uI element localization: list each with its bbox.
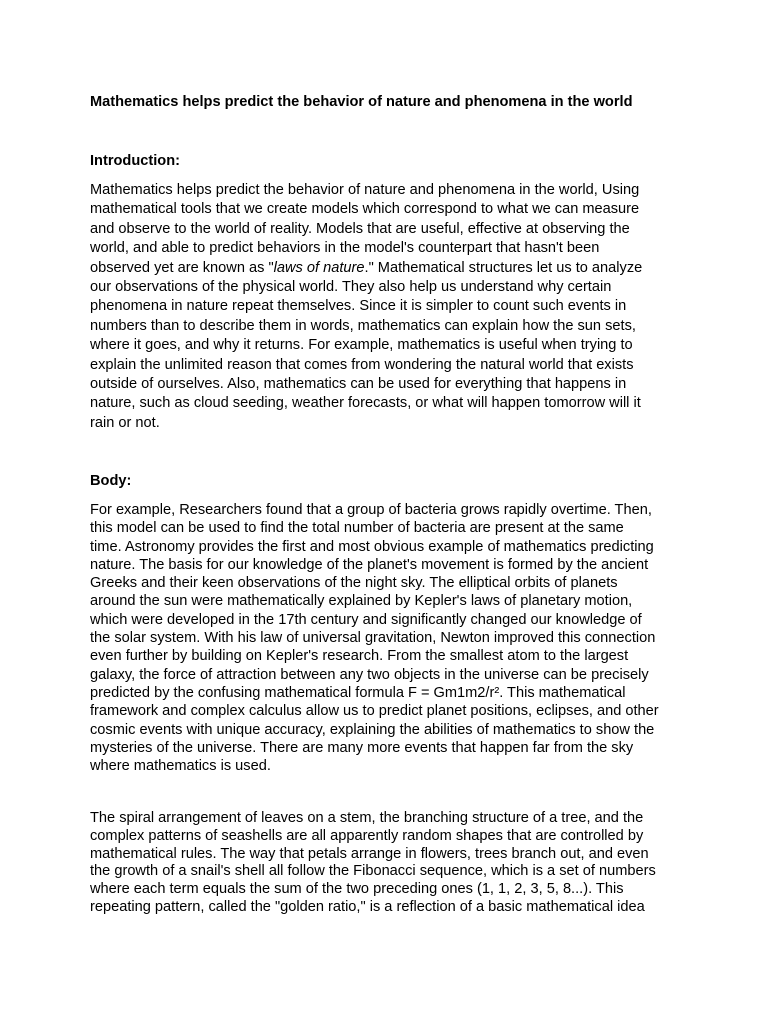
paragraph-line: around the sun were mathematically explained by Kepler's laws of planetary motion, — [90, 593, 633, 610]
paragraph-line: which were developed in the 17th century and significantly changed our knowledge of — [90, 611, 642, 628]
paragraph-line: Mathematics helps predict the behavior of nature and phenomena in the world, Using — [90, 182, 640, 198]
paragraph-line: this model can be used to find the total number of bacteria are present at the same — [90, 520, 624, 537]
body-heading: Body: — [90, 473, 132, 489]
paragraph-line: time. Astronomy provides the first and most obvious example of mathematics predicting — [90, 538, 654, 555]
paragraph-line: framework and complex calculus allow us to predict planet positions, eclipses, and other — [90, 703, 659, 720]
paragraph-line: repeating pattern, called the "golden ratio," is a reflection of a basic mathematical idea — [90, 898, 645, 915]
paragraph-line: complex patterns of seashells are all apparently random shapes that are controlled by — [90, 827, 644, 844]
paragraph-line: rain or not. — [90, 414, 160, 431]
paragraph-line: where it goes, and why it returns. For example, mathematics is useful when trying to — [90, 337, 633, 354]
introduction-heading: Introduction: — [90, 153, 180, 169]
paragraph-line: nature. The basis for our knowledge of the planet's movement is formed by the ancient — [90, 556, 649, 573]
paragraph-line: phenomena in nature repeat themselves. Since it is simpler to count such events in — [90, 298, 627, 315]
paragraph-line: the growth of a snail's shell all follow the Fibonacci sequence, which is a set of numbers — [90, 863, 656, 880]
paragraph-line: the solar system. With his law of universal gravitation, Newton improved this connection — [90, 630, 656, 647]
paragraph-line: where each term equals the sum of the two preceding ones (1, 1, 2, 3, 5, 8...). This — [90, 881, 624, 898]
body-paragraph-2 — [90, 810, 656, 917]
paragraph-line — [90, 259, 642, 278]
paragraph-line: cosmic events with unique accuracy, explaining the abilities of mathematics to show the — [90, 721, 655, 738]
paragraph-line: Greeks and their keen observations of the night sky. The elliptical orbits of planets — [90, 575, 618, 592]
text-segment: ." Mathematical structures let us to analyze — [364, 259, 643, 276]
paragraph-line: explain the unlimited reason that comes from wondering the natural world that exists — [90, 356, 634, 373]
paragraph-line: mathematical rules. The way that petals arrange in flowers, trees branch out, and even — [90, 845, 649, 862]
paragraph-line: numbers than to describe them in words, mathematics can explain how the sun sets, — [90, 317, 636, 334]
body-paragraph-1 — [90, 501, 659, 775]
paragraph-line: where mathematics is used. — [90, 758, 271, 775]
paragraph-line: and observe to the world of reality. Models that are useful, effective at observing the — [90, 220, 630, 237]
paragraph-line: mathematical tools that we create models which correspond to what we can measure — [90, 201, 640, 218]
paragraph-line: The spiral arrangement of leaves on a stem, the branching structure of a tree, and the — [90, 810, 644, 826]
paragraph-line: our observations of the physical world. They also help us understand why certain — [90, 279, 612, 296]
text-segment: observed yet are known as " — [90, 259, 274, 276]
paragraph-line: For example, Researchers found that a group of bacteria grows rapidly overtime. Then, — [90, 502, 652, 518]
paragraph-line: even further by building on Kepler's research. From the smallest atom to the largest — [90, 648, 629, 665]
paragraph-line: predicted by the confusing mathematical formula F = Gm1m2/r². This mathematical — [90, 684, 626, 701]
paragraph-line: galaxy, the force of attraction between any two objects in the universe can be precisely — [90, 666, 649, 683]
introduction-paragraph — [90, 181, 642, 433]
paragraph-line: world, and able to predict behaviors in the model's counterpart that hasn't been — [90, 240, 600, 257]
paragraph-line: nature, such as cloud seeding, weather forecasts, or what will happen tomorrow will it — [90, 395, 641, 412]
paragraph-line: mysteries of the universe. There are many more events that happen far from the sky — [90, 739, 634, 756]
emphasized-term: laws of nature — [273, 259, 365, 276]
paragraph-line: outside of ourselves. Also, mathematics can be used for everything that happens in — [90, 376, 627, 393]
document-title: Mathematics helps predict the behavior of nature and phenomena in the world — [90, 94, 633, 110]
